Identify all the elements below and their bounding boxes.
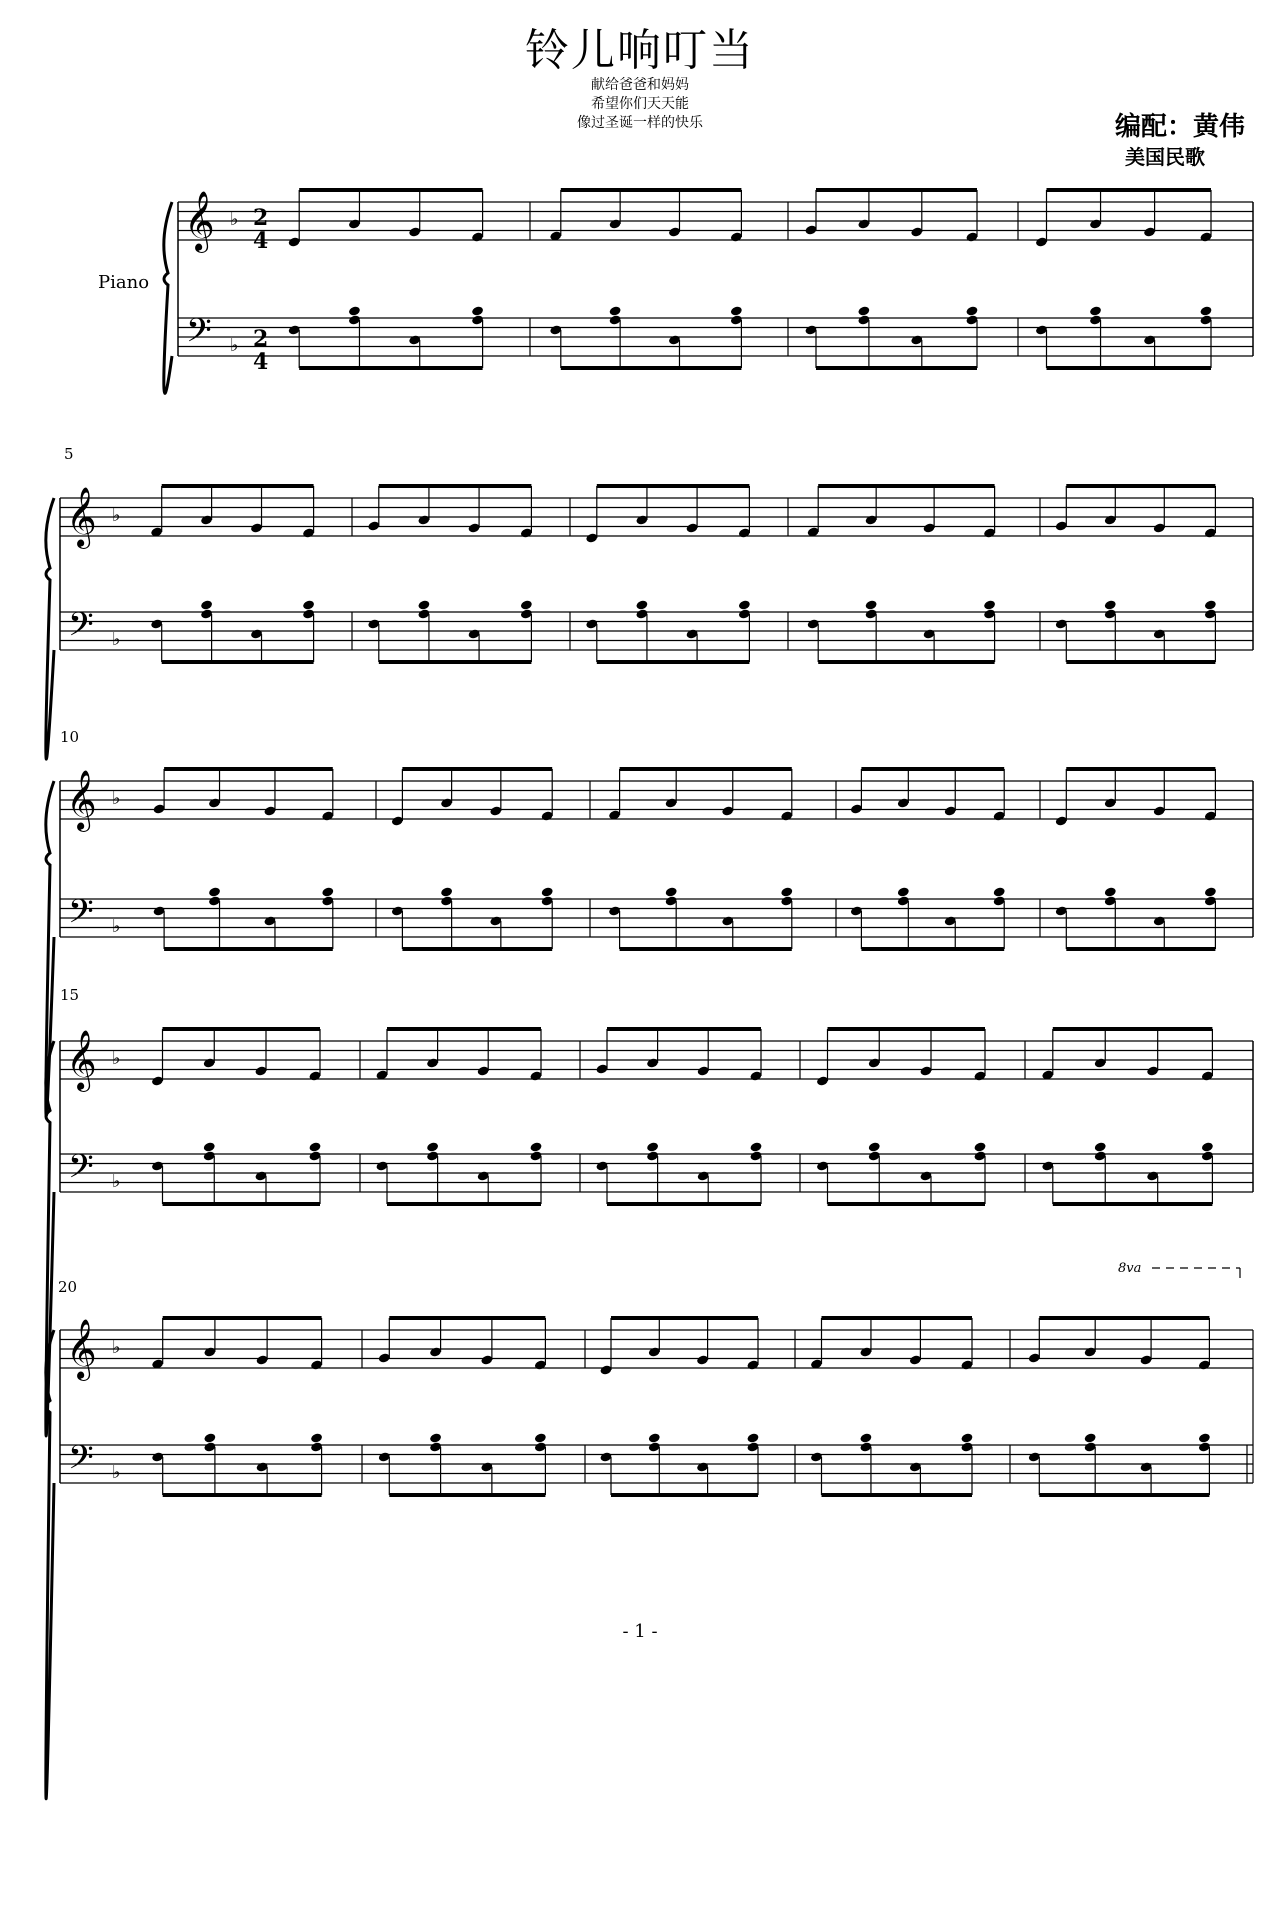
note-head bbox=[648, 1432, 661, 1443]
treble-clef-icon: 𝄞 bbox=[66, 1030, 97, 1090]
note-head bbox=[609, 305, 622, 316]
note-head bbox=[1104, 599, 1117, 610]
note-head bbox=[857, 305, 870, 316]
note-head bbox=[868, 1141, 881, 1152]
note-head bbox=[208, 886, 221, 897]
note-head bbox=[635, 599, 648, 610]
bass-clef-icon: 𝄢 bbox=[68, 1148, 94, 1194]
note-head bbox=[897, 886, 910, 897]
note-head bbox=[1204, 599, 1217, 610]
note-head bbox=[1094, 1141, 1107, 1152]
bass-clef-icon: 𝄢 bbox=[68, 893, 94, 939]
flat-icon: ♭ bbox=[112, 505, 121, 526]
flat-icon: ♭ bbox=[112, 788, 121, 809]
treble-clef-icon: 𝄞 bbox=[66, 487, 97, 547]
brace bbox=[46, 498, 54, 759]
note-head bbox=[665, 886, 678, 897]
note-head bbox=[973, 1141, 986, 1152]
bass-clef-icon: 𝄢 bbox=[68, 606, 94, 652]
note-head bbox=[541, 886, 554, 897]
time-signature-bottom: 4 bbox=[253, 228, 269, 254]
measure-number: 20 bbox=[58, 1278, 78, 1296]
brace bbox=[164, 202, 172, 393]
instrument-label: Piano bbox=[98, 272, 150, 293]
note-head bbox=[1199, 305, 1212, 316]
note-head bbox=[1104, 886, 1117, 897]
note-head bbox=[1204, 886, 1217, 897]
note-head bbox=[417, 599, 430, 610]
flat-icon: ♭ bbox=[112, 1337, 121, 1358]
note-head bbox=[440, 886, 453, 897]
note-head bbox=[1084, 1432, 1097, 1443]
note-head bbox=[780, 886, 793, 897]
note-head bbox=[310, 1432, 323, 1443]
note-head bbox=[203, 1432, 216, 1443]
note-head bbox=[749, 1141, 762, 1152]
bass-clef-icon: 𝄢 bbox=[68, 1439, 94, 1485]
note-head bbox=[960, 1432, 973, 1443]
note-head bbox=[1198, 1432, 1211, 1443]
note-head bbox=[865, 599, 878, 610]
measure-number: 10 bbox=[60, 728, 80, 746]
time-signature-top: 2 bbox=[253, 205, 269, 231]
page-number: - 1 - bbox=[622, 1621, 658, 1642]
dedication-line: 像过圣诞一样的快乐 bbox=[577, 115, 703, 131]
treble-clef-icon: 𝄞 bbox=[66, 770, 97, 830]
note-head bbox=[965, 305, 978, 316]
flat-icon: ♭ bbox=[112, 629, 121, 650]
note-head bbox=[471, 305, 484, 316]
flat-icon: ♭ bbox=[230, 209, 239, 230]
note-head bbox=[308, 1141, 321, 1152]
note-head bbox=[983, 599, 996, 610]
time-signature-bottom: 4 bbox=[253, 349, 269, 375]
flat-icon: ♭ bbox=[112, 1171, 121, 1192]
note-head bbox=[730, 305, 743, 316]
note-head bbox=[1089, 305, 1102, 316]
note-head bbox=[321, 886, 334, 897]
flat-icon: ♭ bbox=[112, 1462, 121, 1483]
flat-icon: ♭ bbox=[112, 916, 121, 937]
flat-icon: ♭ bbox=[230, 335, 239, 356]
treble-clef-icon: 𝄞 bbox=[184, 191, 215, 251]
note-head bbox=[993, 886, 1006, 897]
flat-icon: ♭ bbox=[112, 1048, 121, 1069]
note-head bbox=[534, 1432, 547, 1443]
ottava-mark: 8va bbox=[1118, 1261, 1142, 1276]
song-origin: 美国民歌 bbox=[1125, 145, 1205, 169]
note-head bbox=[738, 599, 751, 610]
note-head bbox=[746, 1432, 759, 1443]
note-head bbox=[200, 599, 213, 610]
note-head bbox=[1201, 1141, 1214, 1152]
measure-number: 5 bbox=[64, 445, 74, 463]
dedication-line: 希望你们天天能 bbox=[591, 96, 689, 112]
note-head bbox=[203, 1141, 216, 1152]
note-head bbox=[426, 1141, 439, 1152]
note-head bbox=[859, 1432, 872, 1443]
arranger-credit: 编配：黄伟 bbox=[1114, 112, 1245, 142]
score-title: 铃儿响叮当 bbox=[525, 25, 755, 76]
note-head bbox=[520, 599, 533, 610]
bass-clef-icon: 𝄢 bbox=[186, 312, 212, 358]
note-head bbox=[646, 1141, 659, 1152]
measure-number: 15 bbox=[60, 986, 80, 1004]
time-signature-top: 2 bbox=[253, 326, 269, 352]
dedication-line: 献给爸爸和妈妈 bbox=[591, 77, 689, 93]
note-head bbox=[429, 1432, 442, 1443]
note-head bbox=[529, 1141, 542, 1152]
note-head bbox=[302, 599, 315, 610]
treble-clef-icon: 𝄞 bbox=[66, 1319, 97, 1379]
note-head bbox=[348, 305, 361, 316]
